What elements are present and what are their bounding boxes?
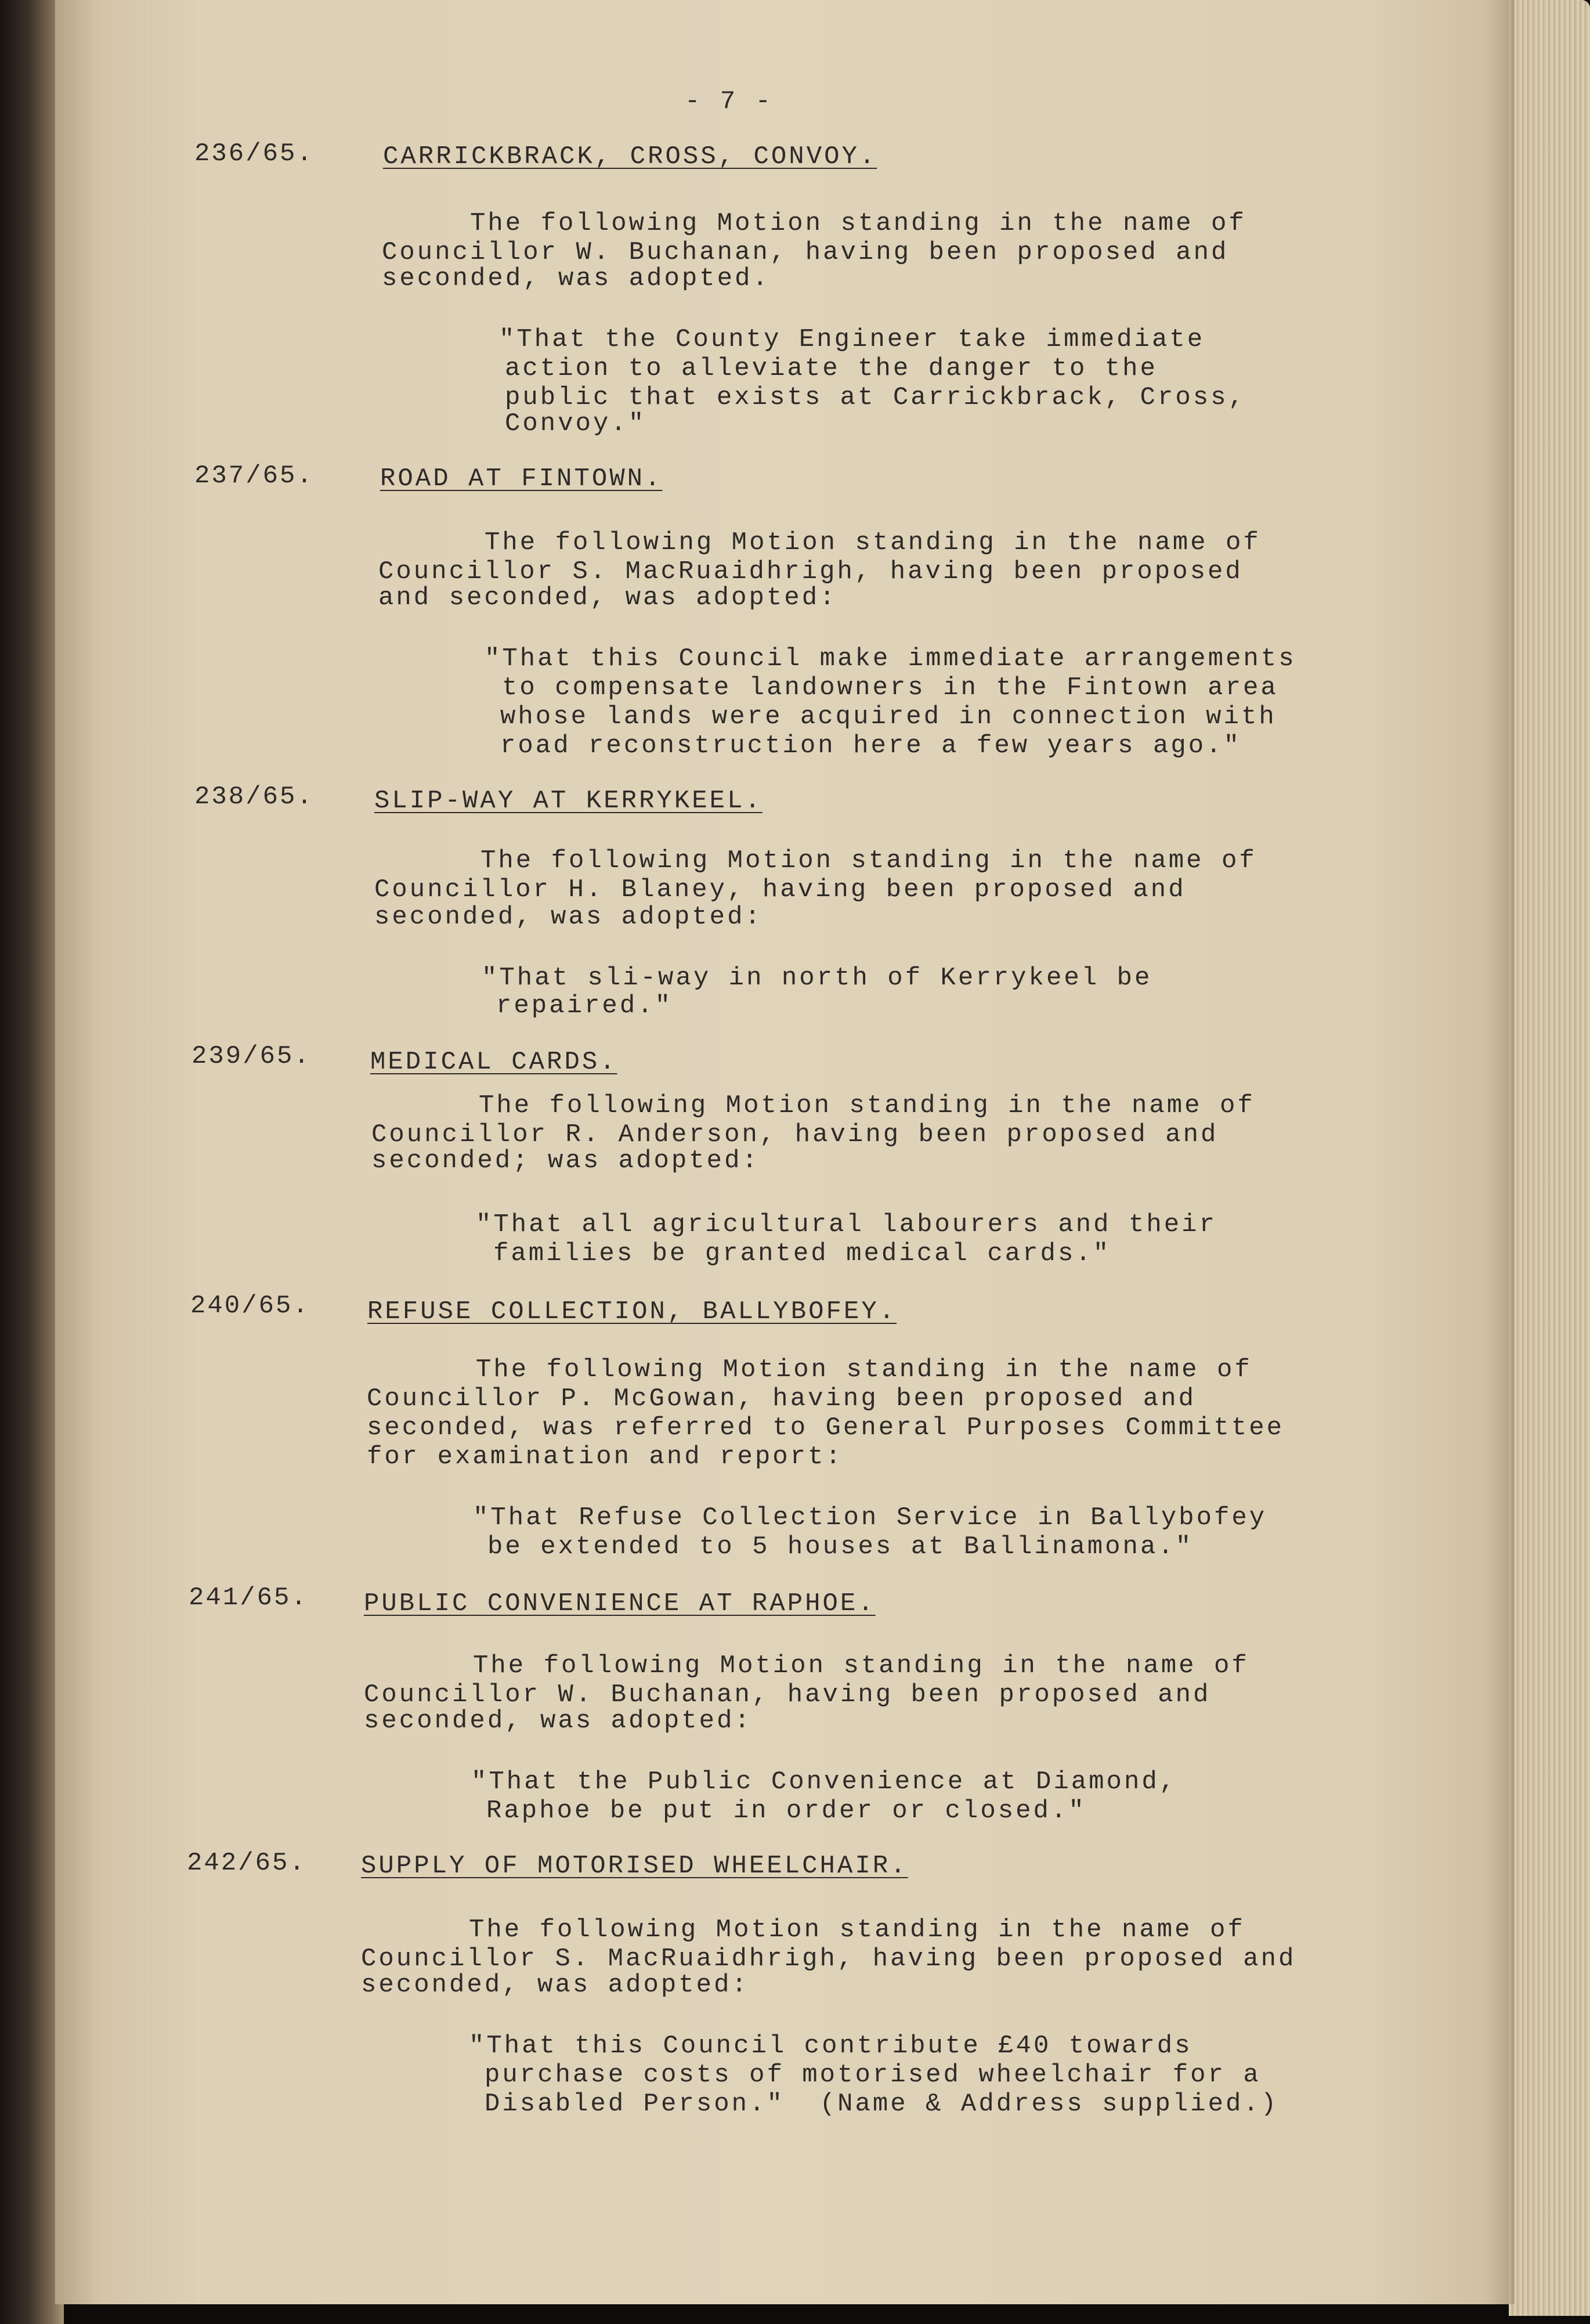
minute-number: 236/65.	[194, 139, 314, 168]
quote-line: Convoy."	[505, 409, 646, 438]
body-line: The following Motion standing in the name of	[485, 528, 1261, 557]
body-line: The following Motion standing in the name of	[479, 1091, 1255, 1120]
body-line: The following Motion standing in the name of	[476, 1355, 1252, 1384]
minute-number: 238/65.	[194, 782, 314, 811]
quote-line: whose lands were acquired in connection with	[500, 702, 1277, 731]
body-line: The following Motion standing in the name of	[480, 846, 1257, 875]
page-number: - 7 -	[685, 87, 774, 116]
body-line: Councillor R. Anderson, having been proposed and	[371, 1120, 1219, 1149]
quote-line: purchase costs of motorised wheelchair for a	[485, 2060, 1261, 2090]
page-edge-shadow	[1486, 0, 1515, 2304]
minute-heading: MEDICAL CARDS.	[370, 1048, 617, 1077]
body-line: seconded, was adopted:	[361, 1971, 749, 2000]
body-line: seconded, was adopted:	[364, 1706, 752, 1735]
body-line: for examination and report:	[367, 1442, 843, 1471]
body-line: seconded, was referred to General Purposes Committee	[367, 1413, 1285, 1442]
quote-line: road reconstruction here a few years ago."	[500, 731, 1241, 760]
quote-line: families be granted medical cards."	[493, 1239, 1111, 1268]
quote-line: Disabled Person." (Name & Address supplied.)	[485, 2090, 1279, 2119]
minute-number: 242/65.	[187, 1849, 306, 1878]
quote-line: "That sli-way in north of Kerrykeel be	[482, 963, 1152, 993]
body-line: The following Motion standing in the name of	[469, 1915, 1245, 1944]
body-line: Councillor P. McGowan, having been proposed and	[367, 1384, 1197, 1413]
body-line: Councillor S. MacRuaidhrigh, having been proposed	[378, 557, 1243, 586]
minute-number: 237/65.	[194, 461, 314, 490]
quote-line: be extended to 5 houses at Ballinamona."	[487, 1532, 1194, 1561]
body-line: The following Motion standing in the name of	[470, 209, 1246, 238]
minute-heading: CARRICKBRACK, CROSS, CONVOY.	[383, 142, 877, 171]
quote-line: repaired."	[496, 991, 673, 1020]
body-line: The following Motion standing in the name of	[473, 1651, 1249, 1680]
minute-number: 241/65.	[189, 1583, 308, 1612]
body-line: seconded, was adopted.	[382, 264, 770, 293]
body-line: seconded; was adopted:	[371, 1146, 760, 1175]
book-gutter	[0, 0, 64, 2324]
body-line: Councillor W. Buchanan, having been proposed and	[382, 238, 1229, 267]
quote-line: "That all agricultural labourers and their	[476, 1210, 1217, 1239]
quote-line: "That the County Engineer take immediate	[499, 325, 1205, 354]
page-stack-edge	[1509, 0, 1590, 2316]
quote-line: Raphoe be put in order or closed."	[486, 1796, 1086, 1825]
quote-line: "That the Public Convenience at Diamond,	[471, 1767, 1177, 1796]
quote-line: action to alleviate the danger to the	[505, 354, 1158, 383]
minute-heading: SUPPLY OF MOTORISED WHEELCHAIR.	[361, 1852, 908, 1881]
quote-line: "That this Council contribute £40 towards	[469, 2031, 1192, 2060]
quote-line: "That this Council make immediate arrangements	[485, 644, 1296, 673]
minute-number: 239/65.	[191, 1042, 311, 1071]
body-line: seconded, was adopted:	[374, 903, 763, 932]
minute-heading: PUBLIC CONVENIENCE AT RAPHOE.	[364, 1589, 876, 1618]
minute-heading: REFUSE COLLECTION, BALLYBOFEY.	[367, 1297, 897, 1326]
body-line: Councillor S. MacRuaidhrigh, having been proposed and	[361, 1944, 1296, 1973]
quote-line: "That Refuse Collection Service in Ballybofey	[473, 1503, 1267, 1532]
quote-line: public that exists at Carrickbrack, Cross,	[505, 383, 1246, 412]
body-line: Councillor W. Buchanan, having been proposed and	[364, 1680, 1211, 1709]
minute-number: 240/65.	[190, 1291, 310, 1320]
minute-heading: ROAD AT FINTOWN.	[380, 464, 663, 493]
body-line: and seconded, was adopted:	[378, 583, 837, 612]
body-line: Councillor H. Blaney, having been proposed and	[374, 875, 1186, 904]
minute-heading: SLIP-WAY AT KERRYKEEL.	[374, 786, 763, 815]
quote-line: to compensate landowners in the Fintown area	[502, 673, 1278, 702]
